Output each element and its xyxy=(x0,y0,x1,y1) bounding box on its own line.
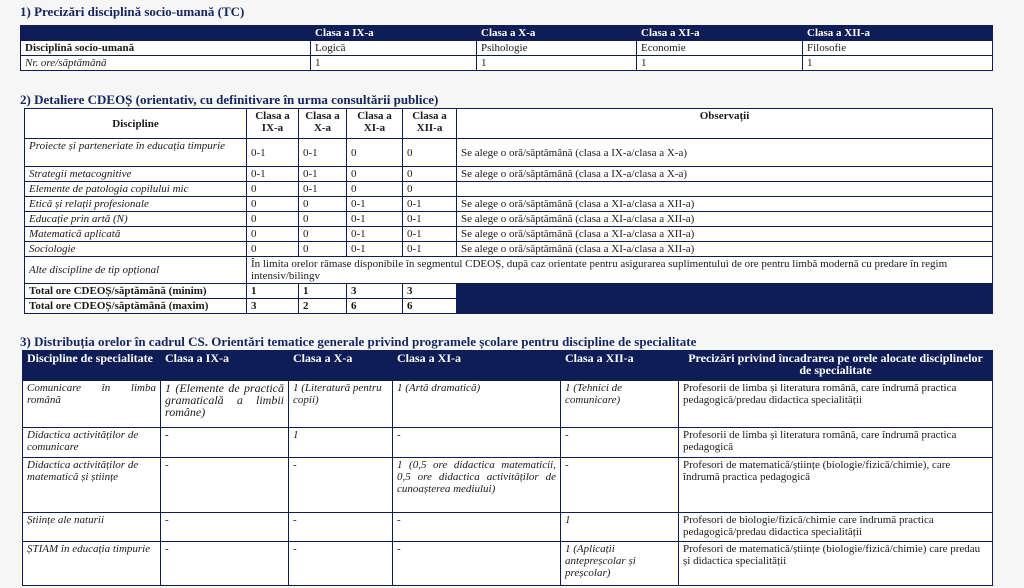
table-cell: - xyxy=(289,542,393,586)
header-clarifications: Precizări privind încadrarea pe orele alocate disciplinelor de specialitate xyxy=(679,351,993,381)
table-cell: 0-1 xyxy=(347,242,403,257)
section-3-title: 3) Distribuția orelor în cadrul CS. Orientări tematice generale privind programele școlare pentru discipline de specialitate xyxy=(20,334,697,349)
table-cell: 0-1 xyxy=(403,197,457,212)
discipline-name: Matematică aplicată xyxy=(25,227,247,242)
table-cell: 0 xyxy=(347,139,403,167)
table-cell: 1 xyxy=(247,284,299,299)
table-cell: Logică xyxy=(311,41,477,56)
clarification-cell: Profesorii de limba și literatura română, care îndrumă practica pedagogică/predau didactica specialității xyxy=(679,381,993,428)
section-1-table xyxy=(20,25,993,71)
header-class-9: Clasa a IX-a xyxy=(247,109,299,139)
total-max-label: Total ore CDEOȘ/săptămână (maxim) xyxy=(25,299,247,314)
table-cell: - xyxy=(161,542,289,586)
table-cell: 0-1 xyxy=(299,182,347,197)
table-cell: 3 xyxy=(247,299,299,314)
clarification-cell: Profesorii de limba și literatura română, care îndrumă practica pedagogică xyxy=(679,428,993,458)
table-cell: 0 xyxy=(299,197,347,212)
header-empty xyxy=(21,26,311,41)
table-cell: 0 xyxy=(403,167,457,182)
table-cell: - xyxy=(161,513,289,542)
optional-label: Alte discipline de tip opțional xyxy=(25,257,247,284)
discipline-name: Educație prin artă (N) xyxy=(25,212,247,227)
discipline-name: Sociologie xyxy=(25,242,247,257)
table-cell: 0-1 xyxy=(347,212,403,227)
table-cell: Economie xyxy=(637,41,803,56)
table-cell: - xyxy=(289,513,393,542)
table-cell: 6 xyxy=(347,299,403,314)
discipline-name: Proiecte și parteneriate în educația timpurie xyxy=(25,139,247,167)
clarification-cell: Profesori de matematică/științe (biologie/fizică/chimie), care îndrumă practica pedagogică xyxy=(679,458,993,513)
table-cell: 0-1 xyxy=(247,167,299,182)
table-cell: 1 (0,5 ore didactica matematicii, 0,5 ore didactica activităților de cunoașterea mediului) xyxy=(393,458,561,513)
table-cell: 0 xyxy=(347,182,403,197)
observation-cell: Se alege o oră/săptămână (clasa a XI-a/clasa a XII-a) xyxy=(457,227,993,242)
row-label: Disciplină socio-umană xyxy=(21,41,311,56)
header-discipline: Discipline xyxy=(25,109,247,139)
table-cell: 0 xyxy=(403,139,457,167)
table-cell: 1 (Artă dramatică) xyxy=(393,381,561,428)
header-class-12: Clasa a XII-a xyxy=(803,26,993,41)
table-cell: 0 xyxy=(247,197,299,212)
row-label: Nr. ore/săptămână xyxy=(21,56,311,71)
table-cell: 0 xyxy=(299,212,347,227)
table-cell: 1 (Aplicații antepreșcolar și preșcolar) xyxy=(561,542,679,586)
table-cell: 3 xyxy=(347,284,403,299)
header-class-11: Clasa a XI-a xyxy=(393,351,561,381)
observation-cell: Se alege o oră/săptămână (clasa a XI-a/clasa a XII-a) xyxy=(457,212,993,227)
discipline-name: Științe ale naturii xyxy=(23,513,161,542)
table-cell: 1 (Elemente de practică gramaticală a limbii române) xyxy=(161,381,289,428)
discipline-name: ȘTIAM în educația timpurie xyxy=(23,542,161,586)
discipline-name: Didactica activităților de comunicare xyxy=(23,428,161,458)
header-specialty-disciplines: Discipline de specialitate xyxy=(23,351,161,381)
discipline-name: Comunicare în limba română xyxy=(23,381,161,428)
table-cell: 1 xyxy=(637,56,803,71)
table-cell: 0-1 xyxy=(403,227,457,242)
discipline-name: Etică și relații profesionale xyxy=(25,197,247,212)
optional-text: În limita orelor rămase disponibile în segmentul CDEOȘ, după caz orientate pentru asigurarea suplimentului de ore pentru limbă modernă cu predare în regim intensiv/bilingv xyxy=(247,257,993,284)
table-cell: 0-1 xyxy=(347,227,403,242)
table-cell: 1 (Literatură pentru copii) xyxy=(289,381,393,428)
discipline-name: Elemente de patologia copilului mic xyxy=(25,182,247,197)
table-cell: - xyxy=(161,458,289,513)
clarification-cell: Profesori de biologie/fizică/chimie care îndrumă practica pedagogică/predau didactica specialității xyxy=(679,513,993,542)
table-cell: 0 xyxy=(299,227,347,242)
header-class-10: Clasa a X-a xyxy=(299,109,347,139)
observation-cell xyxy=(457,182,993,197)
table-cell: - xyxy=(393,542,561,586)
observation-cell: Se alege o oră/săptămână (clasa a IX-a/clasa a X-a) xyxy=(457,139,993,167)
table-cell: 0 xyxy=(247,212,299,227)
observation-cell: Se alege o oră/săptămână (clasa a XI-a/clasa a XII-a) xyxy=(457,242,993,257)
table-cell: - xyxy=(561,428,679,458)
shaded-cell xyxy=(457,284,993,314)
section-1-title: 1) Precizări disciplină socio-umană (TC) xyxy=(20,4,245,19)
table-cell: 2 xyxy=(299,299,347,314)
table-cell: 1 xyxy=(477,56,637,71)
observation-cell: Se alege o oră/săptămână (clasa a IX-a/clasa a X-a) xyxy=(457,167,993,182)
section-2-title: 2) Detaliere CDEOȘ (orientativ, cu definitivare în urma consultării publice) xyxy=(20,92,439,107)
header-class-9: Clasa a IX-a xyxy=(161,351,289,381)
table-cell: 1 xyxy=(561,513,679,542)
table-cell: 1 xyxy=(289,428,393,458)
section-2-table xyxy=(24,108,993,314)
table-cell: 0-1 xyxy=(347,197,403,212)
table-cell: - xyxy=(289,458,393,513)
table-cell: - xyxy=(393,513,561,542)
table-cell: 0-1 xyxy=(403,212,457,227)
table-cell: 0 xyxy=(247,227,299,242)
table-cell: 1 xyxy=(803,56,993,71)
table-cell: 0 xyxy=(247,242,299,257)
header-class-11: Clasa a XI-a xyxy=(347,109,403,139)
section-3-table xyxy=(22,350,993,586)
table-cell: 1 (Tehnici de comunicare) xyxy=(561,381,679,428)
clarification-cell: Profesori de matematică/științe (biologie/fizică/chimie) care predau și didactica specialității xyxy=(679,542,993,586)
table-cell: 1 xyxy=(299,284,347,299)
table-cell: 1 xyxy=(311,56,477,71)
table-cell: 6 xyxy=(403,299,457,314)
discipline-name: Strategii metacognitive xyxy=(25,167,247,182)
header-class-12: Clasa a XII-a xyxy=(561,351,679,381)
header-class-12: Clasa a XII-a xyxy=(403,109,457,139)
table-cell: 0-1 xyxy=(299,167,347,182)
table-cell: 0-1 xyxy=(299,139,347,167)
table-cell: - xyxy=(561,458,679,513)
table-cell: - xyxy=(161,428,289,458)
table-cell: 0-1 xyxy=(403,242,457,257)
header-class-10: Clasa a X-a xyxy=(289,351,393,381)
table-cell: 0 xyxy=(247,182,299,197)
table-cell: - xyxy=(393,428,561,458)
table-cell: Psihologie xyxy=(477,41,637,56)
header-observations: Observații xyxy=(457,109,993,139)
total-min-label: Total ore CDEOȘ/săptămână (minim) xyxy=(25,284,247,299)
table-cell: 0-1 xyxy=(247,139,299,167)
table-cell: 0 xyxy=(403,182,457,197)
table-cell: 0 xyxy=(299,242,347,257)
header-class-11: Clasa a XI-a xyxy=(637,26,803,41)
table-cell: Filosofie xyxy=(803,41,993,56)
table-cell: 0 xyxy=(347,167,403,182)
observation-cell: Se alege o oră/săptămână (clasa a XI-a/clasa a XII-a) xyxy=(457,197,993,212)
header-class-9: Clasa a IX-a xyxy=(311,26,477,41)
table-cell: 3 xyxy=(403,284,457,299)
discipline-name: Didactica activităților de matematică și științe xyxy=(23,458,161,513)
header-class-10: Clasa a X-a xyxy=(477,26,637,41)
